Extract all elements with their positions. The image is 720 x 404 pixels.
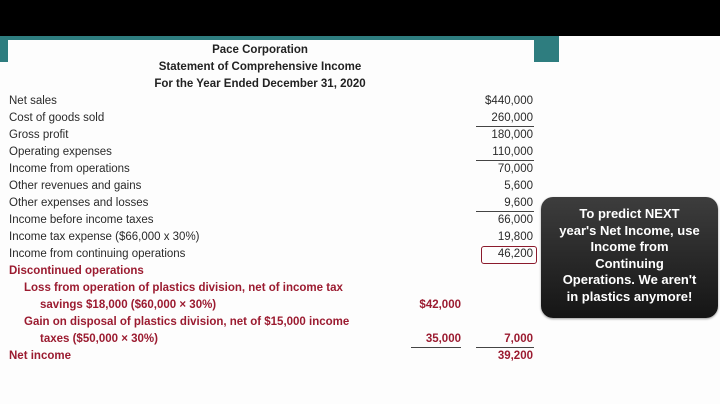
row-income-tax-expense xyxy=(0,231,540,248)
row-net-income xyxy=(0,350,540,367)
callout-line: Continuing xyxy=(595,255,664,271)
row-net-sales xyxy=(0,95,540,112)
underline xyxy=(411,347,461,348)
callout-line: in plastics anymore! xyxy=(566,288,693,304)
row-label: Loss from operation of plastics division, net of income tax xyxy=(24,282,343,294)
row-amount: 260,000 xyxy=(491,112,533,124)
row-label: Other expenses and losses xyxy=(9,197,149,209)
row-amount: 66,000 xyxy=(497,214,533,226)
row-amount: 70,000 xyxy=(497,163,533,175)
highlight-box xyxy=(481,246,537,264)
statement-title: Statement of Comprehensive Income xyxy=(158,61,362,73)
row-amount: 5,600 xyxy=(504,180,533,192)
statement-period: For the Year Ended December 31, 2020 xyxy=(154,78,366,90)
row-amount: 7,000 xyxy=(504,333,533,345)
row-label: Net income xyxy=(9,350,71,362)
row-label: savings $18,000 ($60,000 × 30%) xyxy=(40,299,217,311)
row-income-from-operations xyxy=(0,163,540,180)
callout-line: Income from xyxy=(590,239,669,254)
row-label: Cost of goods sold xyxy=(9,112,105,124)
row-label: Operating expenses xyxy=(9,146,112,158)
row-gross-profit xyxy=(0,129,540,146)
row-label: Income from operations xyxy=(9,163,130,175)
row-amount: 19,800 xyxy=(497,231,533,243)
row-label: Income from continuing operations xyxy=(9,248,186,260)
row-income-continuing-operations xyxy=(0,248,540,265)
callout-line: To predict NEXT xyxy=(579,206,680,221)
company-name: Pace Corporation xyxy=(212,44,308,56)
row-label: Other revenues and gains xyxy=(9,180,142,192)
row-label: Discontinued operations xyxy=(9,265,144,277)
underline xyxy=(476,347,534,348)
callout-line: Operations. We aren't xyxy=(562,272,697,287)
row-amount-col1: 35,000 xyxy=(425,333,461,345)
row-amount: 110,000 xyxy=(492,146,533,158)
row-amount: 39,200 xyxy=(497,350,533,362)
underline xyxy=(476,160,534,161)
row-income-before-taxes xyxy=(0,214,540,231)
row-loss-plastics-line1 xyxy=(0,282,540,299)
row-label: Income tax expense ($66,000 x 30%) xyxy=(9,231,200,243)
row-amount-col1: $42,000 xyxy=(419,299,461,311)
row-cost-of-goods-sold xyxy=(0,112,540,129)
row-other-expenses xyxy=(0,197,540,214)
underline xyxy=(476,126,534,127)
row-operating-expenses xyxy=(0,146,540,163)
video-letterbox-top xyxy=(0,0,720,36)
row-other-revenues xyxy=(0,180,540,197)
underline xyxy=(476,211,534,212)
row-label: Gross profit xyxy=(9,129,69,141)
row-amount: 9,600 xyxy=(504,197,533,209)
row-amount: 180,000 xyxy=(491,129,533,141)
callout-line: year's Net Income, use xyxy=(559,222,700,238)
row-label: Income before income taxes xyxy=(9,214,154,226)
row-amount-highlighted: 46,200 xyxy=(497,248,533,260)
row-gain-plastics-line1 xyxy=(0,316,540,333)
callout-note xyxy=(541,197,718,318)
row-discontinued-operations xyxy=(0,265,540,282)
row-label: Net sales xyxy=(9,95,57,107)
row-label: Gain on disposal of plastics division, net of $15,000 income xyxy=(24,316,350,328)
row-label: taxes ($50,000 × 30%) xyxy=(40,333,158,345)
row-amount: $440,000 xyxy=(485,95,533,107)
row-loss-plastics-line2 xyxy=(0,299,540,316)
